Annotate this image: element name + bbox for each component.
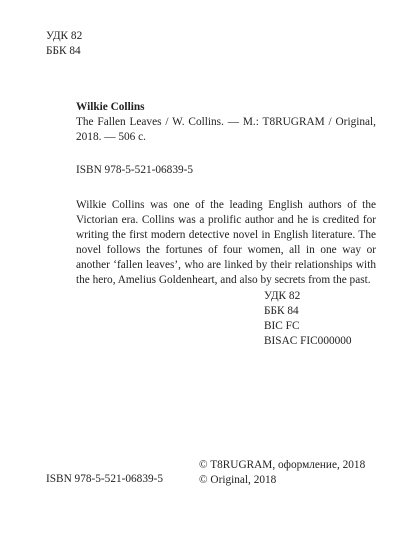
isbn-footer: ISBN 978-5-521-06839-5	[46, 473, 164, 485]
udk-code: УДК 82	[264, 290, 301, 302]
classification-block	[264, 289, 352, 349]
bbk-code-top: ББК 84	[46, 45, 81, 57]
annotation-text: Wilkie Collins was one of the leading English authors of the Victorian era. Collins was a prolific author and he is credited for writing the first modern detective novel in English literature. The novel follows the fortunes of four women, all in one way or another ‘fallen leaves’, who are linked by their relationships with the hero, Amelius Goldenheart, and also by secrets from the past.	[76, 199, 376, 286]
isbn-record: ISBN 978-5-521-06839-5	[76, 164, 194, 176]
bbk-code: ББК 84	[264, 305, 299, 317]
bic-code: BIC FC	[264, 320, 300, 332]
udk-code-top: УДК 82	[46, 30, 83, 42]
copyright-block	[199, 458, 365, 488]
author-name: Wilkie Collins	[76, 101, 145, 113]
copyright-line-original: © Original, 2018	[199, 474, 277, 486]
bibliographic-description: The Fallen Leaves / W. Collins. — M.: T8RUGRAM / Original, 2018. — 506 c.	[76, 116, 376, 143]
bisac-code: BISAC FIC000000	[264, 335, 352, 347]
copyright-line-publisher: © T8RUGRAM, оформление, 2018	[199, 459, 366, 471]
